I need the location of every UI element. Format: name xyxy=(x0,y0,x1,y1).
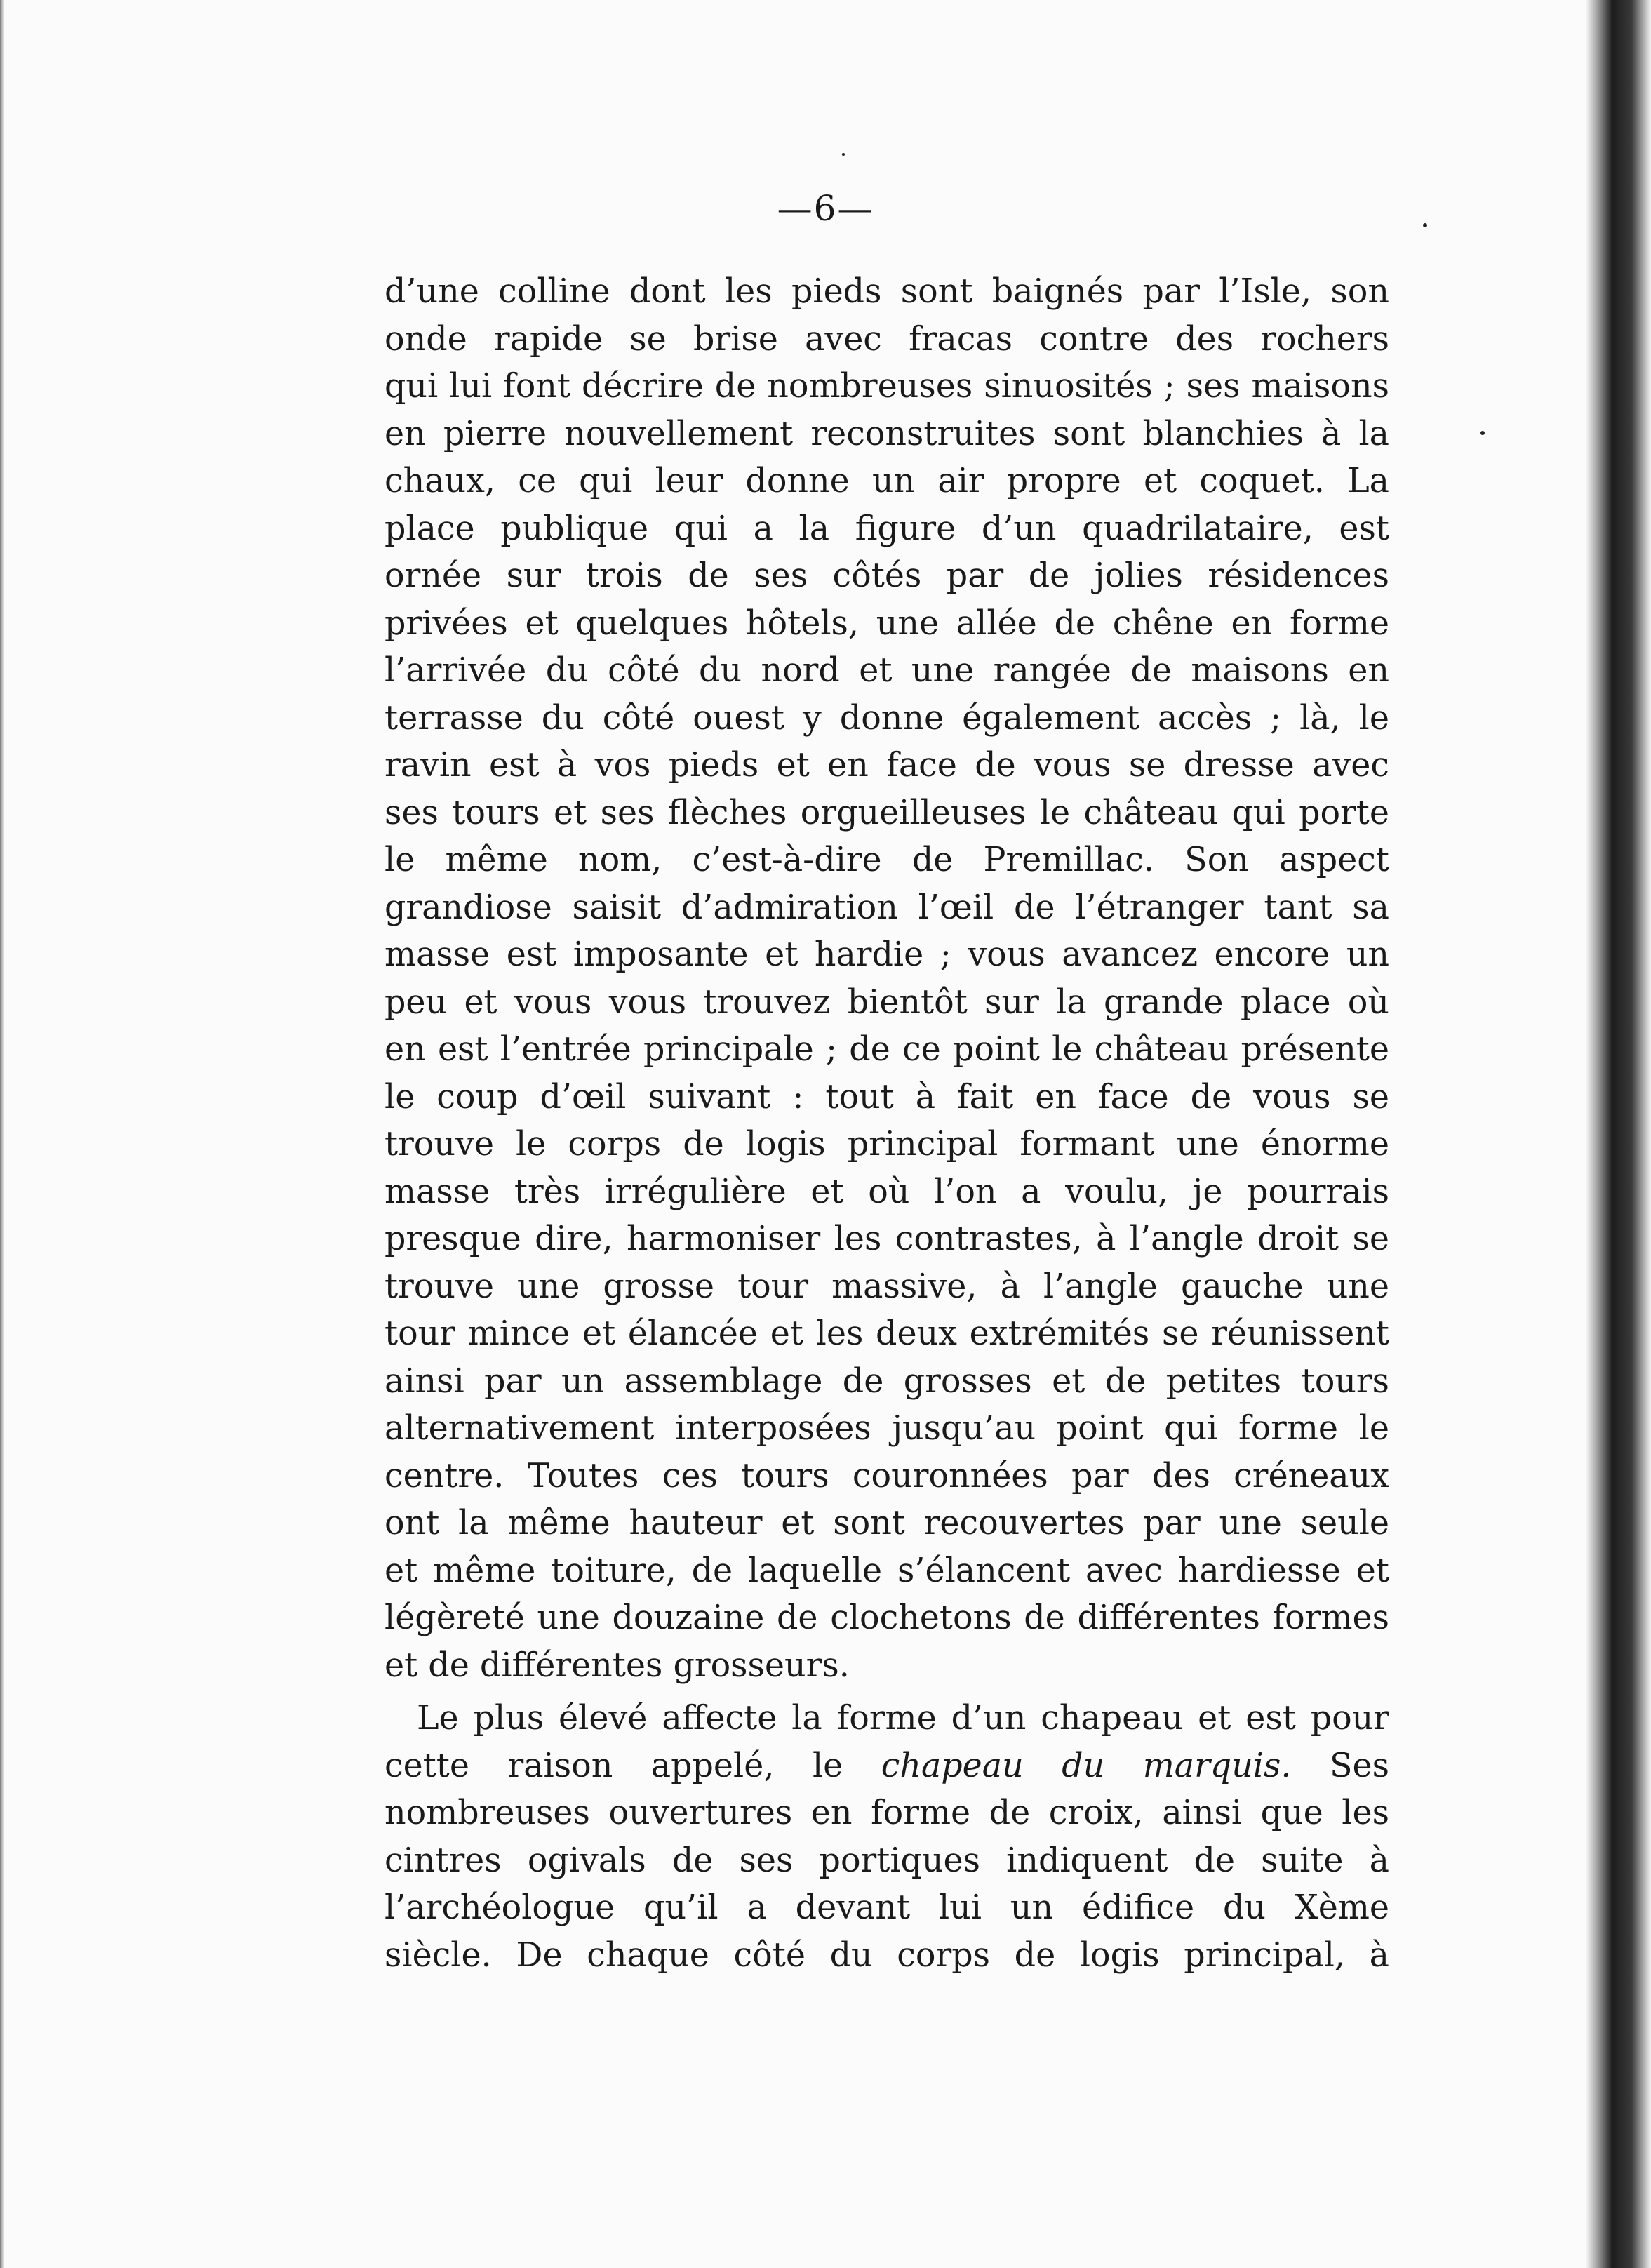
text-line: terrasse du côté ouest y donne également accès ; là, le xyxy=(385,698,1389,738)
text-line: place publique qui a la figure d’un quadrilataire, est xyxy=(385,509,1389,548)
text-line: et même toiture, de laquelle s’élancent avec hardiesse et xyxy=(385,1551,1389,1590)
text-line: centre. Toutes ces tours couronnées par des créneaux xyxy=(385,1456,1389,1495)
scan-speck xyxy=(1480,431,1485,435)
text-line: qui lui font décrire de nombreuses sinuosités ; ses maisons xyxy=(385,367,1389,406)
text-line: alternativement interposées jusqu’au point qui forme le xyxy=(385,1409,1389,1448)
text-line: peu et vous vous trouvez bientôt sur la grande place où xyxy=(385,982,1389,1022)
text-line: le même nom, c’est-à-dire de Premillac. Son aspect xyxy=(385,841,1389,879)
text-line: masse est imposante et hardie ; vous avancez encore un xyxy=(385,935,1389,974)
text-line: le coup d’œil suivant : tout à fait en face de vous se xyxy=(385,1077,1389,1116)
text-line: ainsi par un assemblage de grosses et de petites tours xyxy=(385,1361,1389,1401)
text-line: légèreté une douzaine de clochetons de différentes formes xyxy=(385,1599,1389,1637)
text-line: nombreuses ouvertures en forme de croix, ainsi que les xyxy=(385,1794,1389,1832)
text-line: tour mince et élancée et les deux extrémités se réunissent xyxy=(385,1314,1389,1353)
text-line: trouve une grosse tour massive, à l’angle gauche une xyxy=(385,1267,1389,1306)
text-line: ses tours et ses flèches orgueilleuses le château qui porte xyxy=(385,793,1389,832)
scan-speck xyxy=(842,153,845,156)
text-line: siècle. De chaque côté du corps de logis principal, à xyxy=(385,1935,1389,1975)
text-line: et de différentes grosseurs. xyxy=(385,1646,850,1685)
text-line: grandiose saisit d’admiration l’œil de l’étranger tant sa xyxy=(385,888,1389,927)
italic-term: chapeau du marquis. xyxy=(881,1746,1292,1785)
text-line: Le plus élevé affecte la forme d’un chapeau et est pour xyxy=(417,1699,1389,1737)
text-line: en est l’entrée principale ; de ce point le château présente xyxy=(385,1030,1389,1069)
text-line: presque dire, harmoniser les contrastes, à l’angle droit se xyxy=(385,1220,1389,1258)
text-line: d’une colline dont les pieds sont baignés par l’Isle, son xyxy=(385,272,1389,311)
paragraph-1 xyxy=(385,268,1389,1689)
text-line: l’arrivée du côté du nord et une rangée de maisons en xyxy=(385,651,1389,690)
text-line: ornée sur trois de ses côtés par de jolies résidences xyxy=(385,556,1389,595)
paragraph-2 xyxy=(385,1695,1389,1979)
text-line: l’archéologue qu’il a devant lui un édifice du Xème xyxy=(385,1888,1389,1927)
body-text xyxy=(385,268,1389,1979)
text-line: privées et quelques hôtels, une allée de chêne en forme xyxy=(385,603,1389,643)
text-line: onde rapide se brise avec fracas contre des rochers xyxy=(385,319,1389,359)
text-fragment: Ses xyxy=(1291,1746,1389,1785)
scan-edge-left xyxy=(0,0,4,2268)
page-number: —6— xyxy=(777,188,874,229)
text-line: cintres ogivals de ses portiques indiquent de suite à xyxy=(385,1841,1389,1880)
text-line xyxy=(352,1742,1389,1790)
scan-edge-right xyxy=(1586,0,1651,2268)
text-line: ont la même hauteur et sont recouvertes par une seule xyxy=(385,1504,1389,1542)
text-line: chaux, ce qui leur donne un air propre et coquet. La xyxy=(385,462,1389,500)
text-line: trouve le corps de logis principal formant une énorme xyxy=(385,1125,1389,1163)
text-line: masse très irrégulière et où l’on a voulu, je pourrais xyxy=(385,1172,1389,1211)
text-line: en pierre nouvellement reconstruites sont blanchies à la xyxy=(385,414,1389,453)
text-line: ravin est à vos pieds et en face de vous se dresse avec xyxy=(385,746,1389,785)
text-fragment: cette raison appelé, le xyxy=(385,1746,881,1785)
